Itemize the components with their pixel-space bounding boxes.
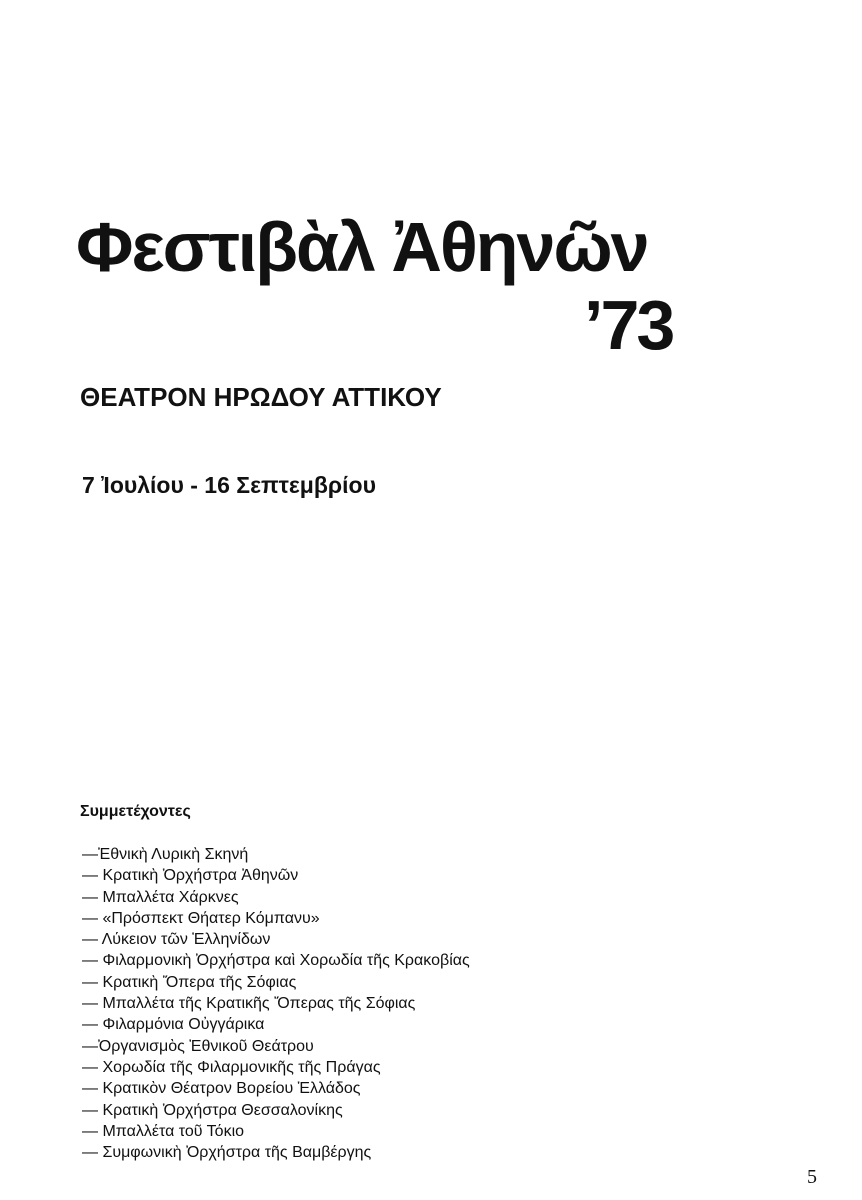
festival-title: Φεστιβὰλ Ἀθηνῶν [76, 208, 648, 286]
list-item: — Συμφωνικὴ Ὀρχήστρα τῆς Βαμβέργης [82, 1144, 372, 1162]
list-item: — Φιλαρμόνια Οὐγγάρικα [82, 1016, 265, 1034]
list-item: — «Πρόσπεκτ Θήατερ Κόμπανυ» [82, 909, 320, 927]
list-item: — Χορωδία τῆς Φιλαρμονικῆς τῆς Πράγας [82, 1058, 381, 1076]
page-number: 5 [807, 1166, 817, 1188]
festival-dates: 7 Ἰουλίου - 16 Σεπτεμβρίου [82, 472, 376, 498]
list-item: — Μπαλλέτα τῆς Κρατικῆς Ὄπερας τῆς Σόφιας [82, 995, 416, 1013]
list-item: — Φιλαρμονικὴ Ὀρχήστρα καὶ Χορωδία τῆς Κρακοβίας [82, 952, 470, 970]
list-item: —Ὀργανισμὸς Ἐθνικοῦ Θεάτρου [82, 1037, 314, 1055]
list-item: — Κρατικὴ Ὄπερα τῆς Σόφιας [82, 973, 297, 991]
festival-year: ’73 [584, 286, 673, 364]
participants-list [82, 844, 470, 1163]
list-item: — Κρατικὴ Ὀρχήστρα Θεσσαλονίκης [82, 1101, 343, 1119]
venue-subtitle: ΘΕΑΤΡΟΝ ΗΡΩΔΟΥ ΑΤΤΙΚΟΥ [80, 382, 442, 412]
list-item: — Κρατικὸν Θέατρον Βορείου Ἑλλάδος [82, 1080, 361, 1098]
list-item: —Ἐθνικὴ Λυρικὴ Σκηνή [82, 846, 249, 863]
participants-heading: Συμμετέχοντες [80, 803, 191, 820]
list-item: — Μπαλλέτα τοῦ Τόκιο [82, 1122, 245, 1140]
list-item: — Λύκειον τῶν Ἑλληνίδων [82, 931, 271, 949]
list-item: — Μπαλλέτα Χάρκνες [82, 888, 239, 906]
list-item: — Κρατικὴ Ὀρχήστρα Ἀθηνῶν [82, 867, 299, 885]
